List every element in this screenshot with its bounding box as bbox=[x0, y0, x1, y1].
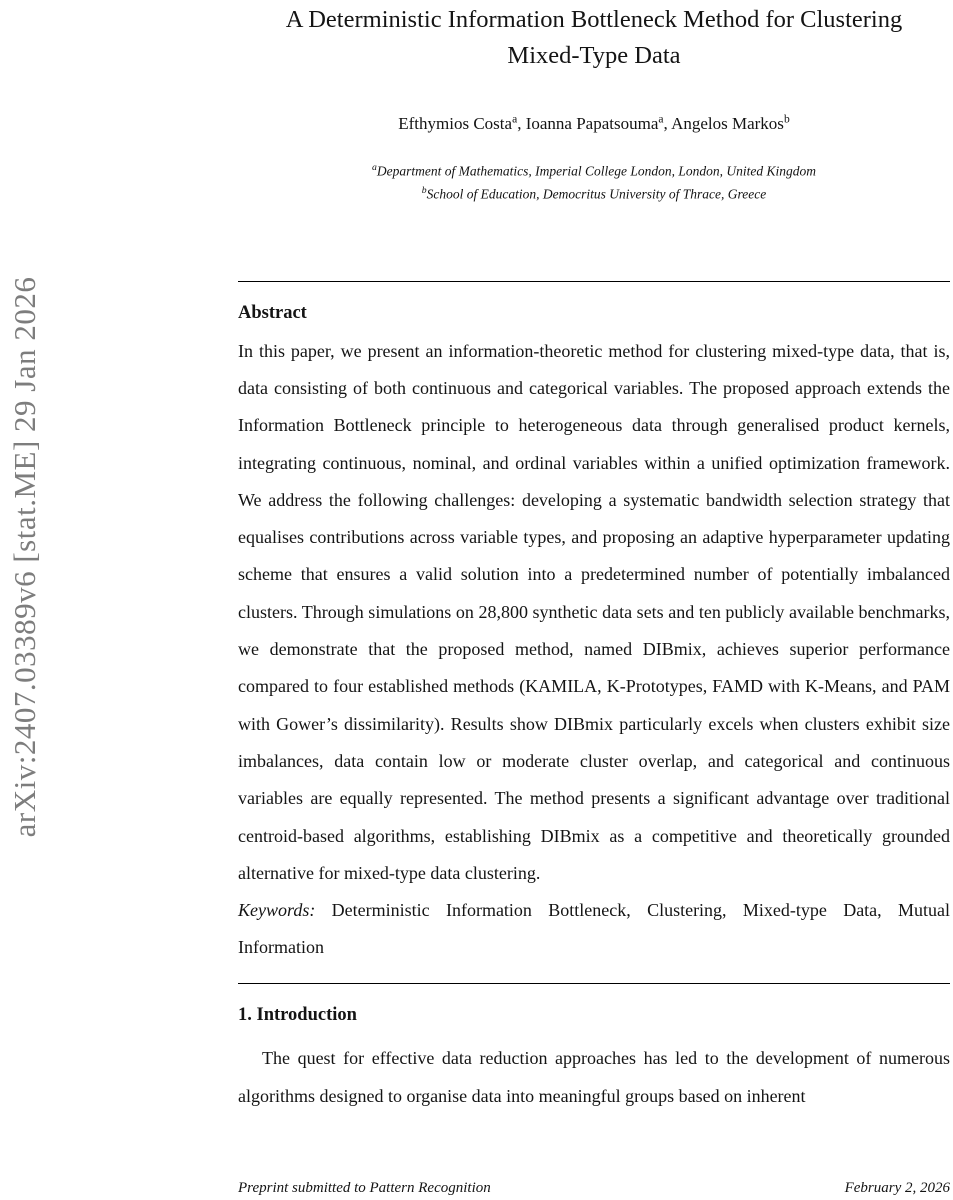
author-affiliation-mark: b bbox=[783, 112, 790, 125]
arxiv-watermark: arXiv:2407.03389v6 [stat.ME] 29 Jan 2026 bbox=[7, 276, 42, 838]
divider-above-abstract bbox=[238, 281, 950, 282]
author-line bbox=[238, 112, 950, 134]
section-1-heading: 1. Introduction bbox=[238, 1004, 357, 1025]
keywords-text: Deterministic Information Bottleneck, Clustering, Mixed-type Data, Mutual Information bbox=[238, 900, 950, 958]
keywords-line bbox=[238, 892, 950, 967]
footer-submission-note: Preprint submitted to Pattern Recognition bbox=[238, 1180, 491, 1196]
affiliation: $^b$School of Education, Democritus University of Thrace, Greece bbox=[421, 185, 767, 202]
affiliation-mark: a bbox=[372, 161, 377, 173]
footer-date: February 2, 2026 bbox=[844, 1180, 950, 1196]
author: Angelos Markos$^b$ bbox=[671, 112, 790, 133]
affiliation-mark: b bbox=[421, 185, 427, 197]
abstract-heading: Abstract bbox=[238, 302, 307, 323]
author: Ioanna Papatsouma$^a$, bbox=[525, 112, 672, 133]
author-affiliation-mark: a bbox=[512, 112, 518, 125]
affiliation: $^a$Department of Mathematics, Imperial College London, London, United Kingdom bbox=[372, 161, 816, 179]
footer bbox=[238, 1180, 950, 1197]
author-affiliation-mark: a bbox=[658, 112, 664, 125]
introduction-paragraph: The quest for effective data reduction approaches has led to the development of numerous algorithms designed to organise data into meaningful groups based on inherent bbox=[238, 1047, 950, 1106]
paper-page bbox=[238, 0, 950, 1115]
abstract-text: In this paper, we present an information-theoretic method for clustering mixed-type data, that is, data consisting of both continuous and categorical variables. The proposed approach extends the Information Bottleneck principle to heterogeneous data through generalised product kernels, integrating continuous, nominal, and ordinal variables within a unified optimization framework. We address the following challenges: developing a systematic bandwidth selection strategy that equalises contributions across variable types, and proposing an adaptive hyperparameter updating scheme that ensures a valid solution into a predetermined number of potentially imbalanced clusters. Through simulations on 28,800 synthetic data sets and ten publicly available benchmarks, we demonstrate that the proposed method, named DIBmix, achieves superior performance compared to four established methods (KAMILA, K-Prototypes, FAMD with K-Means, and PAM with Gower’s dissimilarity). Results show DIBmix particularly excels when clusters exhibit size imbalances, data contain low or moderate cluster overlap, and categorical and continuous variables are equally represented. The method presents a significant advantage over traditional centroid-based algorithms, establishing DIBmix as a competitive and theoretically grounded alternative for mixed-type data clustering. bbox=[238, 340, 950, 883]
paper-title: A Deterministic Information Bottleneck Method for Clustering Mixed-Type Data bbox=[285, 6, 903, 69]
keywords-label: Keywords: bbox=[238, 900, 316, 921]
author: Efthymios Costa$^a$, bbox=[398, 112, 526, 133]
affiliations-block bbox=[238, 158, 950, 205]
divider-below-keywords bbox=[238, 983, 950, 984]
